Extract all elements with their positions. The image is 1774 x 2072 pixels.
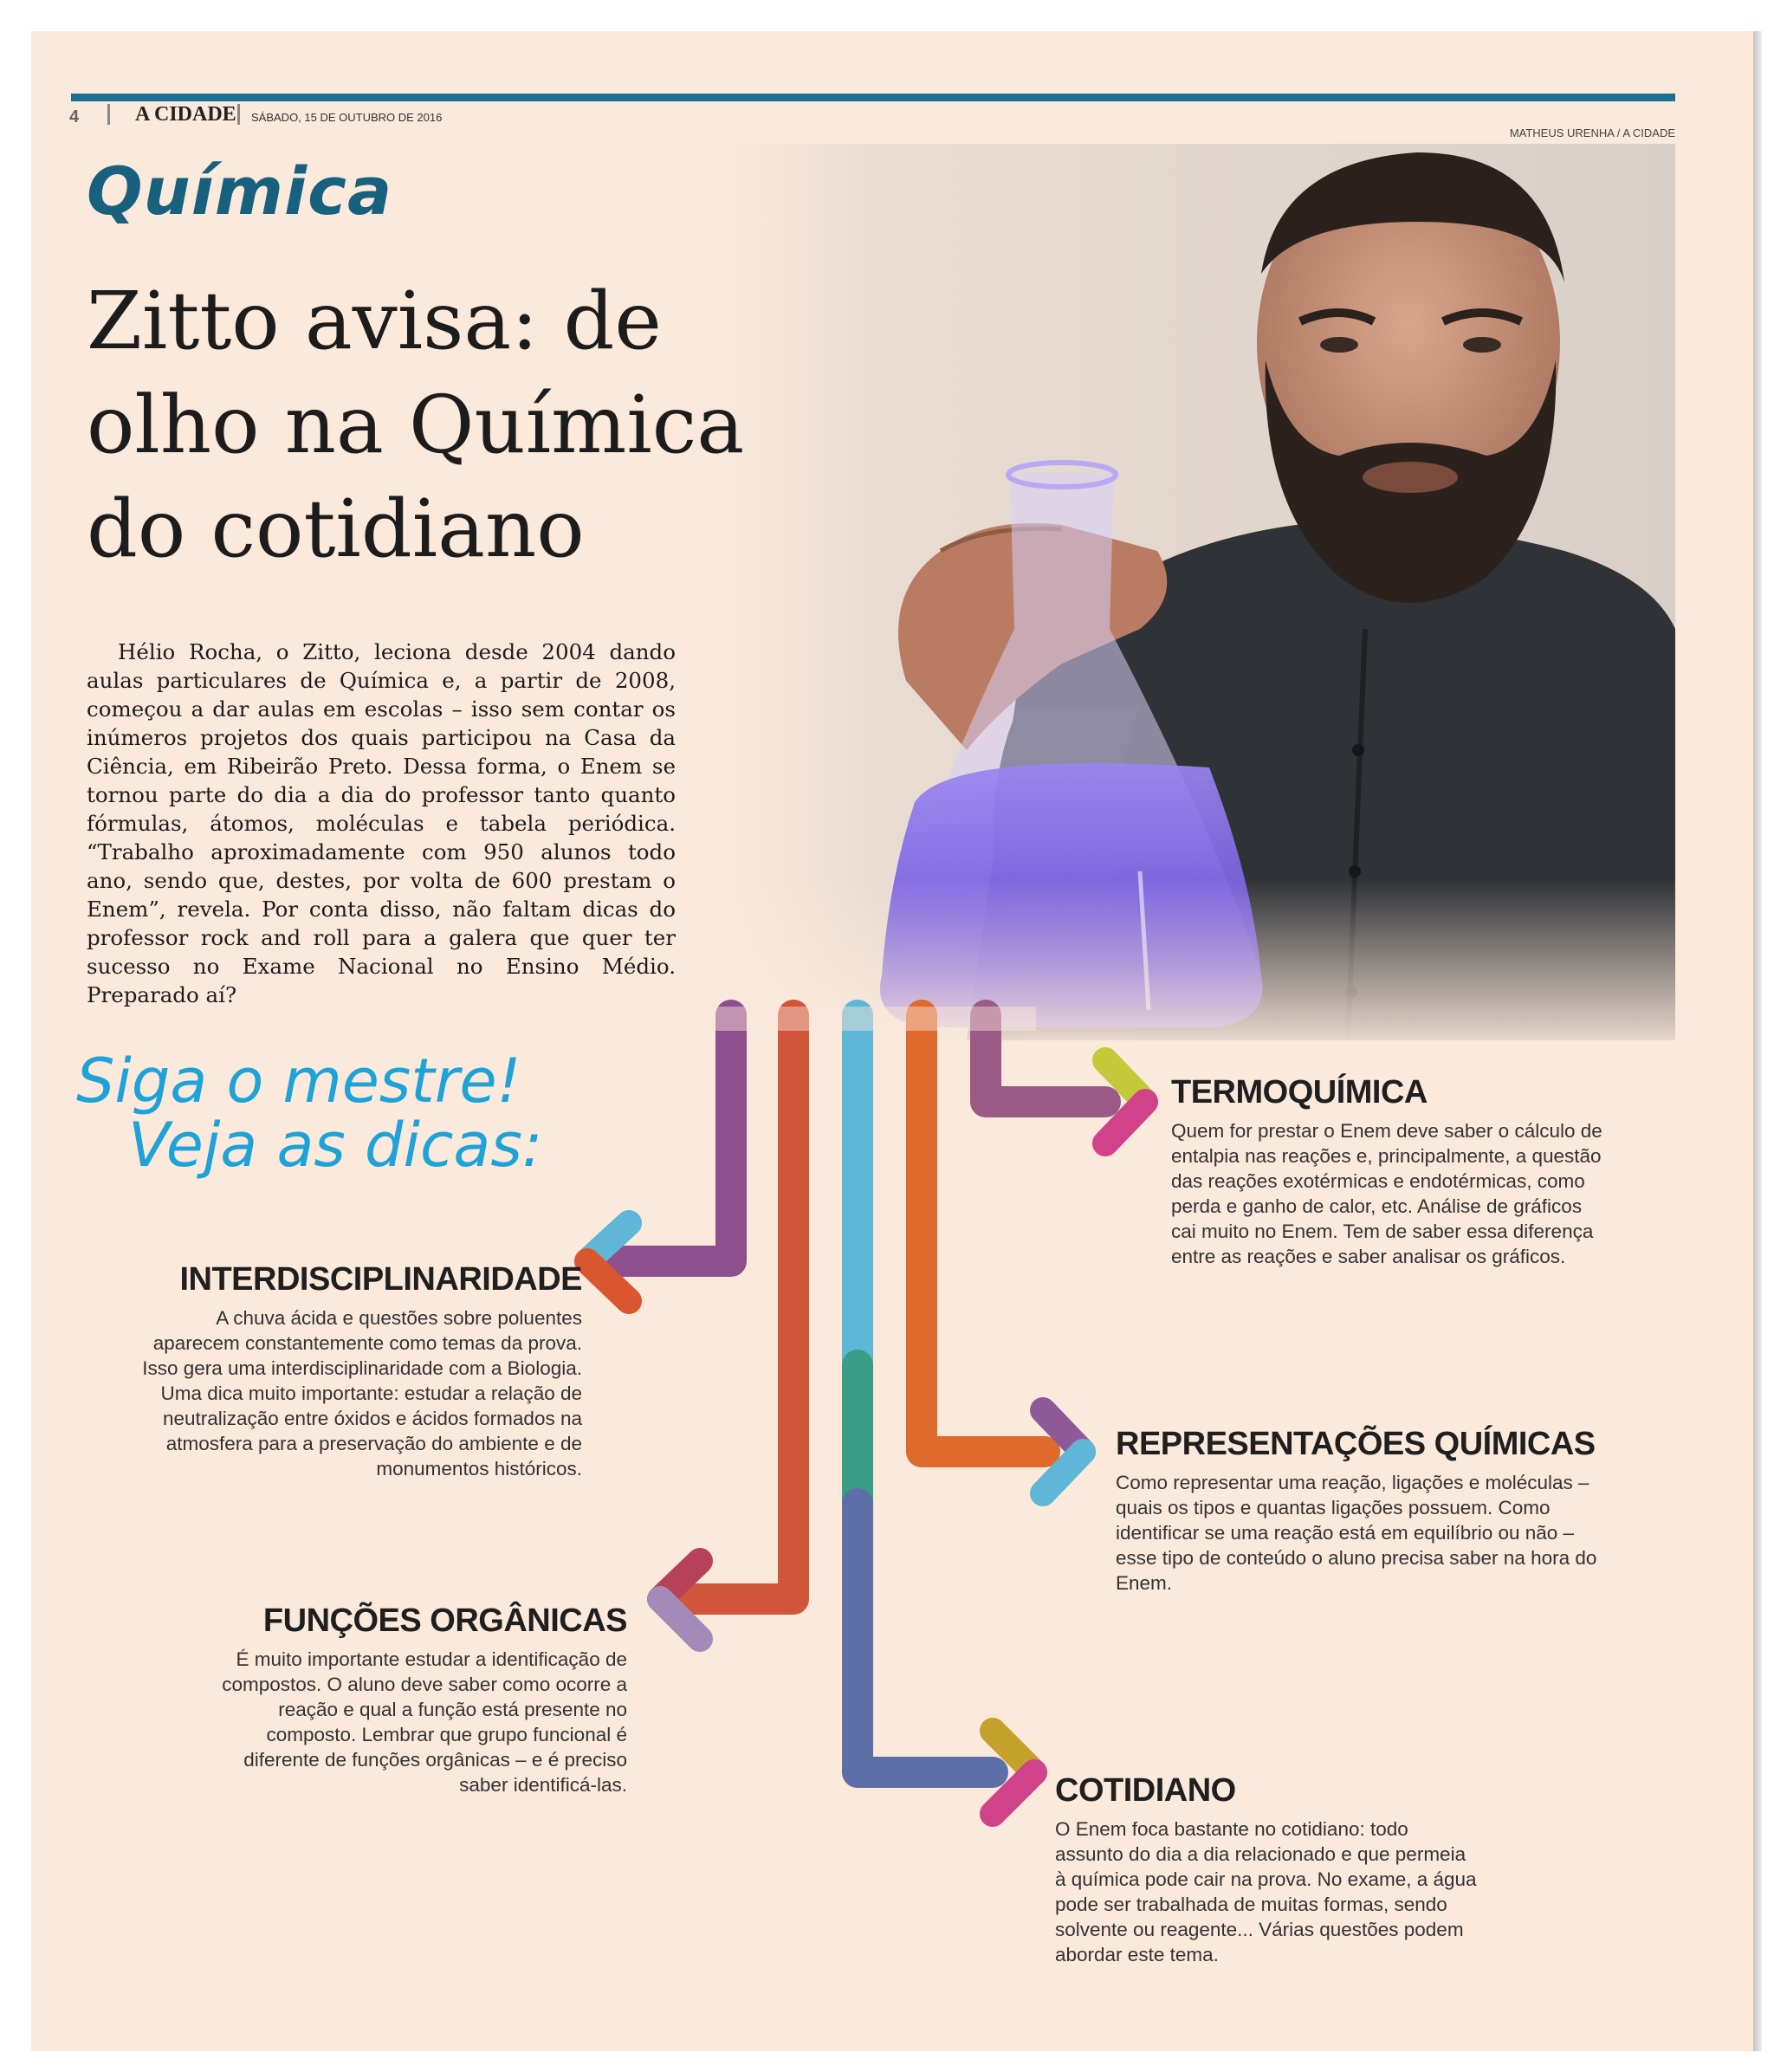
tip-body: É muito importante estudar a identificação de compostos. O aluno deve saber como ocorre a reação e qual a função está presente no composto. Lembrar que grupo funcional é diferente de funções orgânicas – e é preciso saber identificá-las. (222, 1648, 627, 1796)
tip-title: REPRESENTAÇÕES QUÍMICAS (1116, 1426, 1596, 1462)
tip-title: TERMOQUÍMICA (1171, 1074, 1428, 1110)
tip-cotidiano (1055, 1772, 1479, 1967)
tip-title: COTIDIANO (1055, 1772, 1236, 1809)
section-title: Química (87, 152, 393, 230)
tip-body: O Enem foca bastante no cotidiano: todo assunto do dia a dia relacionado e que permeia à química pode cair na prova. No exame, a água pode ser trabalhada de muitas formas, sendo solvente ou reagente... Várias questões podem abordar este tema. (1055, 1818, 1477, 1965)
callout-line-2: Veja as dicas: (128, 1110, 543, 1181)
newspaper-page (31, 31, 1753, 2051)
tip-termoquimica (1171, 1074, 1604, 1269)
page-number: 4 (69, 107, 80, 126)
tip-body: A chuva ácida e questões sobre poluentes aparecem constantemente como temas da prova. Isso gera uma interdisciplinaridade com a Biologia. Uma dica muito importante: estudar a relação de neutralização entre óxidos e ácidos formados na atmosfera para a preservação do ambiente e de monumentos históricos. (142, 1307, 582, 1480)
issue-date: SÁBADO, 15 DE OUTUBRO DE 2016 (251, 111, 443, 124)
tip-interdisciplinaridade (139, 1261, 582, 1481)
tip-title: INTERDISCIPLINARIDADE (179, 1261, 582, 1298)
tip-funcoes-organicas (194, 1603, 627, 1797)
lede-paragraph: Hélio Rocha, o Zitto, leciona desde 2004 dando aulas particulares de Química e, a partir de 2008, começou a dar aulas em escolas – isso sem contar os inúmeros projetos dos quais participou na Casa da Ciência, em Ribeirão Preto. Dessa forma, o Enem se tornou parte do dia a dia do professor tanto quanto fórmulas, átomos, moléculas e tabela periódica. “Trabalho aproximadamente com 950 alunos todo ano, sendo que, destes, por volta de 600 prestam o Enem”, revela. Por conta disso, não faltam dicas do professor rock and roll para a galera que quer ter sucesso no Exame Nacional no Ensino Médio. Preparado aí? (87, 639, 676, 1007)
headline: Zitto avisa: de olho na Química do cotidiano (87, 275, 745, 575)
pipe-cotidiano (858, 1504, 993, 1772)
callout-line-1: Siga o mestre! (76, 1046, 521, 1117)
tip-title: FUNÇÕES ORGÂNICAS (262, 1603, 627, 1639)
tip-body: Como representar uma reação, ligações e moléculas – quais os tipos e quantas ligações possuem. Como identificar se uma reação está em equilíbrio ou não – esse tipo de conteúdo o aluno precisa saber na hora do Enem. (1116, 1472, 1597, 1594)
photo-credit: MATHEUS URENHA / A CIDADE (1509, 126, 1675, 139)
tip-body: Quem for prestar o Enem deve saber o cálculo de entalpia nas reações e, principalmente, a questão das reações exotérmicas e endotérmicas, como perda e ganho de calor, etc. Análise de gráficos cai muito no Enem. Tem de saber essa diferença entre as reações e saber analisar os gráficos. (1171, 1120, 1602, 1267)
tip-representacoes (1116, 1426, 1601, 1596)
page-edge-shadow (1753, 31, 1762, 2051)
publication-name: A CIDADE (135, 103, 236, 126)
